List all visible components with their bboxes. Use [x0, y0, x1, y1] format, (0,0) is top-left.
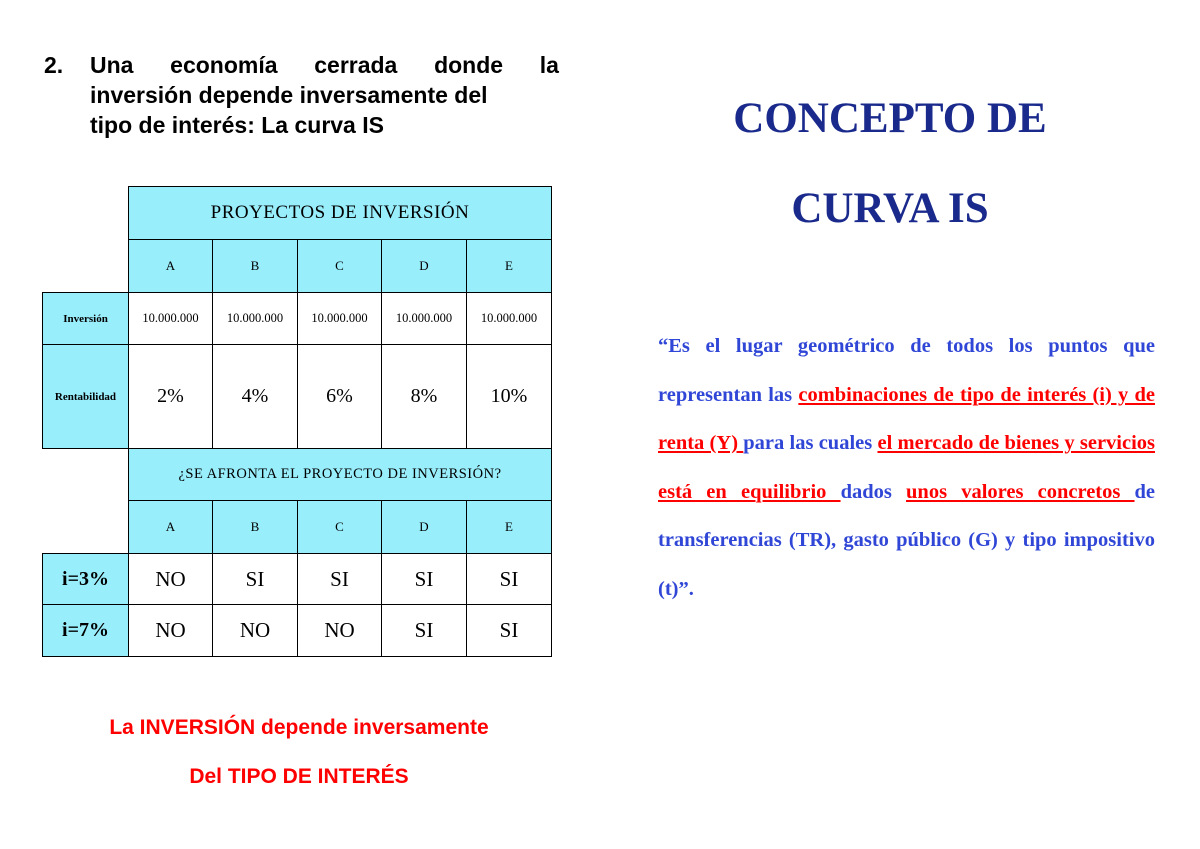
table-cell: SI: [467, 554, 552, 605]
table-cell: 6%: [298, 345, 382, 449]
table-row: [43, 293, 552, 345]
column-header: A: [129, 501, 213, 554]
column-header: A: [129, 240, 213, 293]
row-label: Inversión: [43, 293, 129, 345]
concept-title-line-2: CURVA IS: [791, 185, 989, 232]
table-cell: 2%: [129, 345, 213, 449]
section-number: 2.: [44, 52, 64, 78]
table-cell: 8%: [382, 345, 467, 449]
column-header: E: [467, 501, 552, 554]
table-cell: 10.000.000: [213, 293, 298, 345]
row-label: Rentabilidad: [43, 345, 129, 449]
highlight-concrete-values: unos valores concretos: [906, 480, 1135, 503]
column-header: E: [467, 240, 552, 293]
highlight-combinations: combinaciones de tipo de interés (i) y de renta (Y): [658, 383, 1155, 454]
highlight-market-equilibrium: el mercado de bienes y servicios está en equilibrio: [658, 432, 1156, 503]
table-cell: SI: [298, 554, 382, 605]
heading-line-1: Una economía cerrada donde la: [90, 52, 559, 78]
table-cell: 10.000.000: [298, 293, 382, 345]
table-cell: SI: [382, 554, 467, 605]
column-header: B: [213, 240, 298, 293]
table-row: [43, 554, 552, 605]
table-cell: SI: [467, 605, 552, 657]
table-cell: 10.000.000: [382, 293, 467, 345]
table-cell: NO: [213, 605, 298, 657]
table-cell: NO: [298, 605, 382, 657]
table-cell: 10.000.000: [467, 293, 552, 345]
table-row: [43, 605, 552, 657]
table-row: [43, 345, 552, 449]
conclusion-line-2: Del TIPO DE INTERÉS: [189, 765, 409, 788]
heading-line-3: tipo de interés: La curva IS: [90, 112, 384, 138]
is-curve-definition: “Es el lugar geométrico de todos los puntos que representan las combinaciones de tipo de interés (i) y de renta (Y) para las cuales el mercado de bienes y servicios está en equilibrio dados unos valores concretos de transferencias (TR), gasto público (G) y tipo impositivo (t)”.: [658, 335, 1156, 600]
table-cell: SI: [382, 605, 467, 657]
column-header: B: [213, 501, 298, 554]
table-cell: 4%: [213, 345, 298, 449]
heading-line-2: inversión depende inversamente del: [90, 82, 488, 108]
column-header: D: [382, 501, 467, 554]
conclusion-line-1: La INVERSIÓN depende inversamente: [109, 716, 489, 739]
table-cell: SI: [213, 554, 298, 605]
column-header: D: [382, 240, 467, 293]
question-header: ¿SE AFRONTA EL PROYECTO DE INVERSIÓN?: [129, 449, 552, 501]
table-cell: NO: [129, 605, 213, 657]
table-cell: 10%: [467, 345, 552, 449]
column-header: C: [298, 240, 382, 293]
column-header: C: [298, 501, 382, 554]
table-cell: 10.000.000: [129, 293, 213, 345]
row-label: i=7%: [43, 605, 129, 657]
concept-title-line-1: CONCEPTO DE: [733, 95, 1047, 142]
projects-header: PROYECTOS DE INVERSIÓN: [129, 187, 552, 240]
section-heading: [44, 50, 559, 140]
table-cell: NO: [129, 554, 213, 605]
investment-table: [42, 186, 552, 657]
row-label: i=3%: [43, 554, 129, 605]
